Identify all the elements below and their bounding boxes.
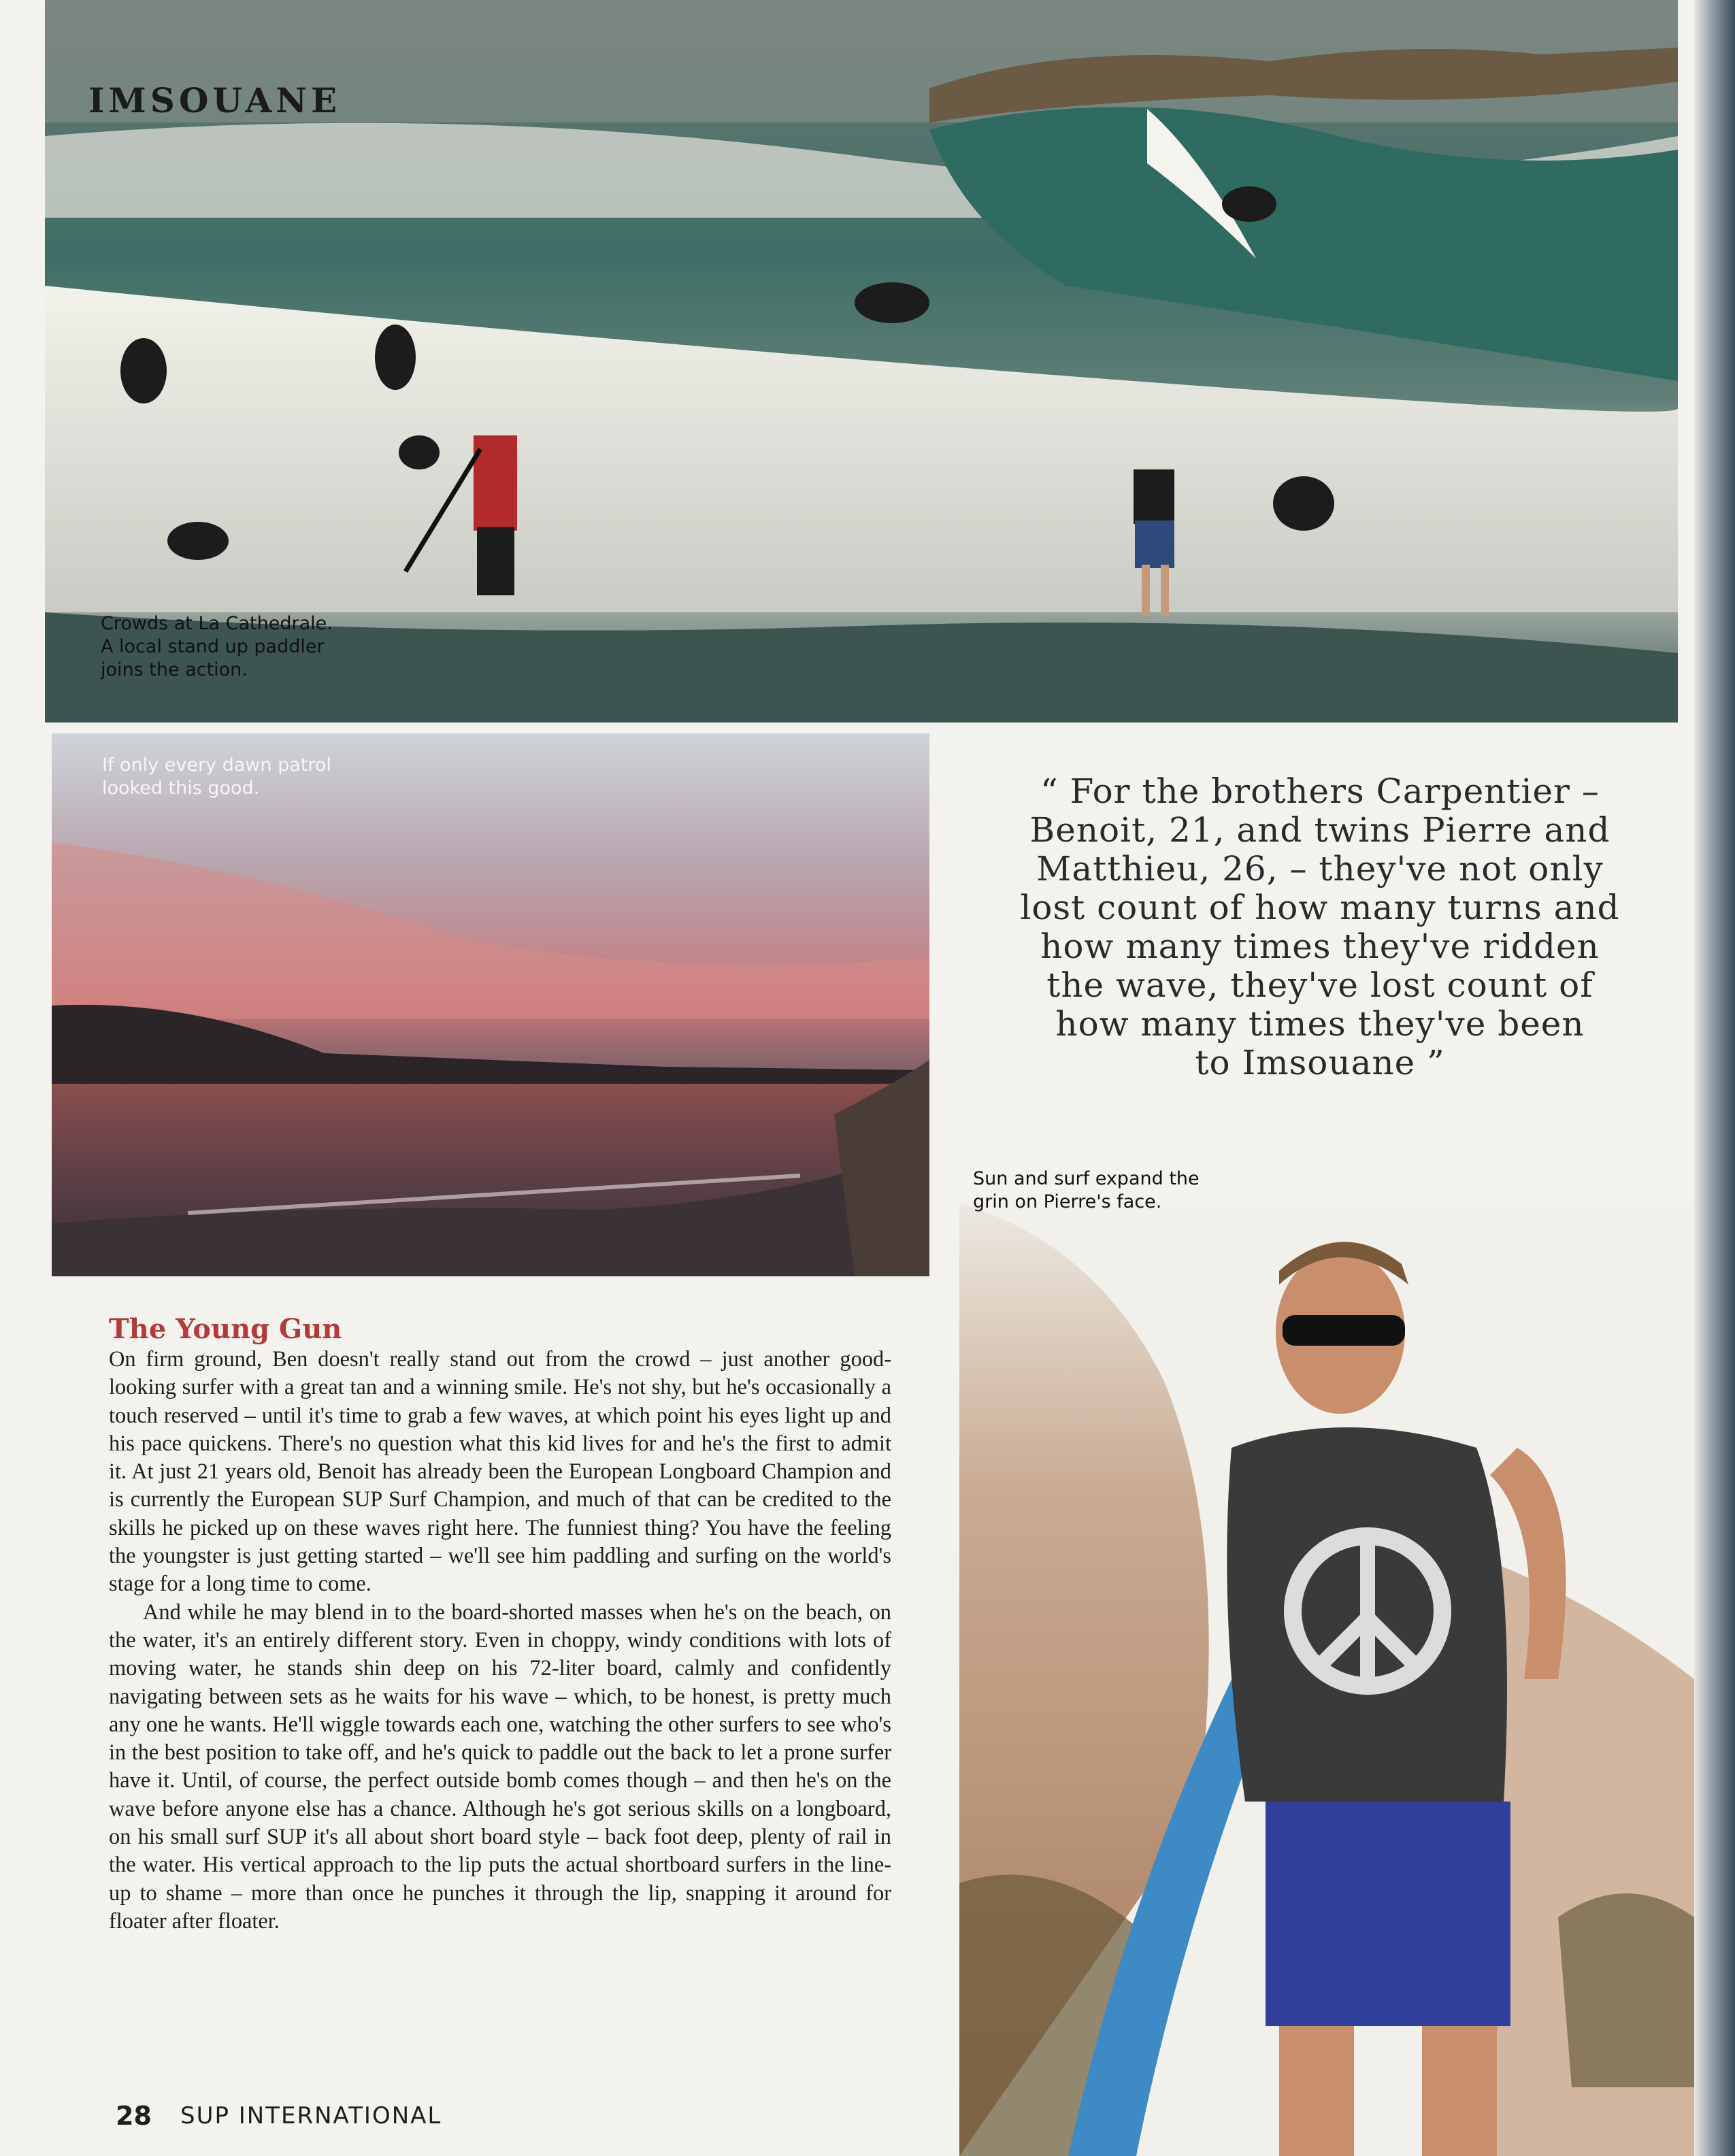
caption-line: joins the action. [101,659,248,680]
section-label: IMSOUANE [88,80,342,120]
article-body [109,1346,891,1936]
pull-quote-line: how many times they've ridden [1040,927,1600,966]
pull-quote-line: Benoit, 21, and twins Pierre and [1029,810,1610,850]
caption-line: Crowds at La Cathedrale. [101,613,333,634]
pull-quote-line: Matthieu, 26, – they've not only [1036,849,1604,889]
pull-quote-line: lost count of how many turns and [1020,888,1620,927]
article-paragraph: On firm ground, Ben doesn't really stand out from the crowd – just another good-looking surfer with a great tan and a winning smile. He's not shy, but he's occasionally a touch reserved – until it's time to grab a few waves, at which point his eyes light up and his pace quickens. There's no question what this kid lives for and he's the first to admit it. At just 21 years old, Benoit has already been the European Longboard Champion and is currently the European SUP Surf Champion, and much of that can be credited to the skills he picked up on these waves right here. The funniest thing? You have the feeling the youngster is just getting started – we'll see him paddling and surfing on the world's stage for a long time to come. [109,1347,891,1597]
magazine-name: SUP INTERNATIONAL [180,2102,442,2129]
sunset-photo [52,733,929,1276]
sunset-caption [102,754,331,800]
pull-quote-line: to Imsouane ” [1195,1043,1445,1082]
caption-line: If only every dawn patrol [102,754,331,776]
page-number: 28 [116,2101,152,2131]
next-page-edge [1694,0,1735,2156]
article-heading: The Young Gun [109,1313,342,1345]
top-photo-caption [101,612,333,682]
caption-line: looked this good. [102,778,260,799]
pull-quote [959,772,1681,1082]
caption-line: grin on Pierre's face. [973,1191,1162,1212]
portrait-photo [959,1203,1694,2156]
caption-line: Sun and surf expand the [973,1168,1200,1189]
pull-quote-line: how many times they've been [1055,1004,1585,1044]
caption-line: A local stand up paddler [101,636,325,657]
article-paragraph: And while he may blend in to the board-shorted masses when he's on the beach, on the water, it's an entirely different story. Even in choppy, windy conditions with lots of moving water, he stands shin deep on his 72-liter board, calmly and confidently navigating between sets as he waits for his wave – which, to be honest, is pretty much any one he wants. He'll wiggle towards each one, watching the other surfers to see who's in the best position to take off, and he's quick to paddle out the back to let a prone surfer have it. Until, of course, the perfect outside bomb comes though – and then he's on the wave before anyone else has a chance. Although he's got serious skills on a longboard, on his small surf SUP it's all about short board style – back foot deep, plenty of rail in the water. His vertical approach to the lip puts the actual shortboard surfers in the line-up to shame – more than once he punches it through the lip, snapping it around for floater after floater. [109,1599,891,1934]
portrait-caption [973,1167,1200,1214]
pull-quote-line: the wave, they've lost count of [1046,965,1593,1005]
pull-quote-line: “ For the brothers Carpentier – [1040,772,1600,811]
